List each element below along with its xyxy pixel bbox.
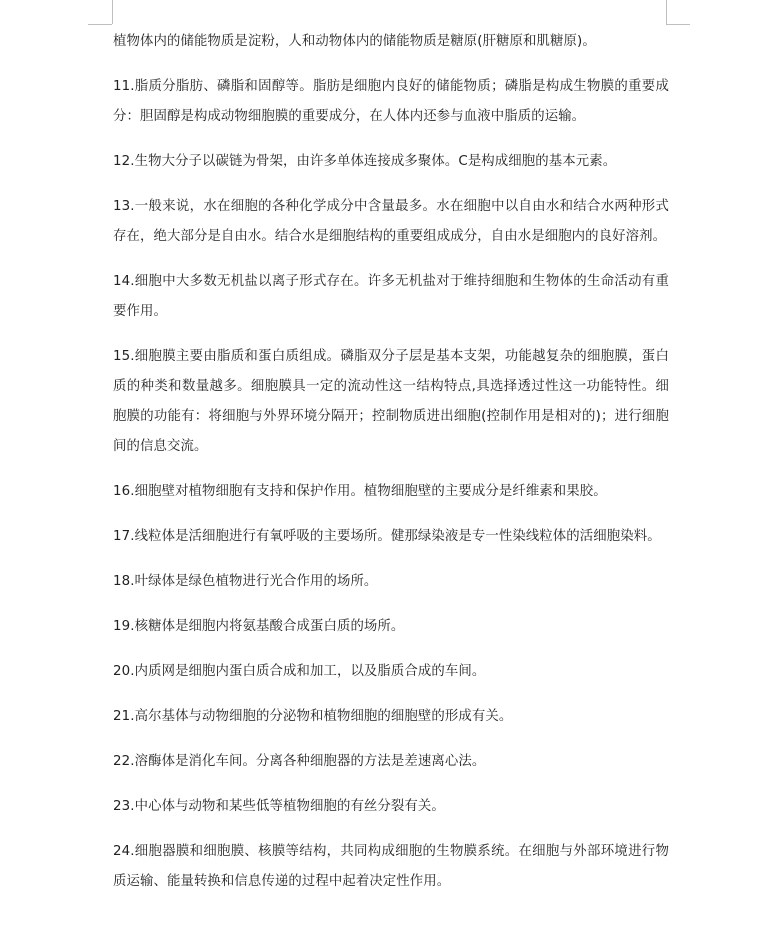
paragraph-20-endoplasmic-reticulum: 20.内质网是细胞内蛋白质合成和加工，以及脂质合成的车间。 [113, 664, 486, 679]
paragraph-12-macromolecules: 12.生物大分子以碳链为骨架，由许多单体连接成多聚体。C是构成细胞的基本元素。 [113, 154, 617, 169]
paragraph-24-biomembrane-system: 24.细胞器膜和细胞膜、核膜等结构，共同构成细胞的生物膜系统。在细胞与外部环境进行物质运输、能量转换和信息传递的过程中起着决定性作用。 [113, 844, 669, 889]
paragraph-15-cell-membrane: 15.细胞膜主要由脂质和蛋白质组成。磷脂双分子层是基本支架，功能越复杂的细胞膜，蛋白质的种类和数量越多。细胞膜具一定的流动性这一结构特点,具选择透过性这一功能特性。细胞膜的功能有：将细胞与外界环境分隔开；控制物质进出细胞(控制作用是相对的)；进行细胞间的信息交流。 [113, 349, 669, 454]
paragraph-18-chloroplast: 18.叶绿体是绿色植物进行光合作用的场所。 [113, 574, 378, 589]
paragraph-19-ribosome: 19.核糖体是细胞内将氨基酸合成蛋白质的场所。 [113, 619, 405, 634]
crop-mark-top-right-vertical [666, 0, 667, 24]
paragraph-11-lipids: 11.脂质分脂肪、磷脂和固醇等。脂肪是细胞内良好的储能物质；磷脂是构成生物膜的重要成分：胆固醇是构成动物细胞膜的重要成分，在人体内还参与血液中脂质的运输。 [113, 79, 669, 124]
paragraph-22-lysosome: 22.溶酶体是消化车间。分离各种细胞器的方法是差速离心法。 [113, 754, 486, 769]
crop-mark-top-left-horizontal [88, 24, 112, 25]
paragraph-17-mitochondria: 17.线粒体是活细胞进行有氧呼吸的主要场所。健那绿染液是专一性染线粒体的活细胞染料。 [113, 529, 661, 544]
paragraph-16-cell-wall: 16.细胞壁对植物细胞有支持和保护作用。植物细胞壁的主要成分是纤维素和果胶。 [113, 484, 607, 499]
paragraph-14-inorganic-salts: 14.细胞中大多数无机盐以离子形式存在。许多无机盐对于维持细胞和生物体的生命活动有重要作用。 [113, 274, 669, 319]
document-body [113, 27, 669, 912]
crop-mark-top-right-horizontal [666, 24, 690, 25]
paragraph-13-water: 13.一般来说，水在细胞的各种化学成分中含量最多。水在细胞中以自由水和结合水两种形式存在，绝大部分是自由水。结合水是细胞结构的重要组成成分，自由水是细胞内的良好溶剂。 [113, 199, 669, 244]
paragraph-storage-substances: 植物体内的储能物质是淀粉，人和动物体内的储能物质是糖原(肝糖原和肌糖原)。 [113, 34, 596, 49]
paragraph-21-golgi: 21.高尔基体与动物细胞的分泌物和植物细胞的细胞壁的形成有关。 [113, 709, 513, 724]
paragraph-23-centrosome: 23.中心体与动物和某些低等植物细胞的有丝分裂有关。 [113, 799, 445, 814]
crop-mark-top-left-vertical [112, 0, 113, 24]
